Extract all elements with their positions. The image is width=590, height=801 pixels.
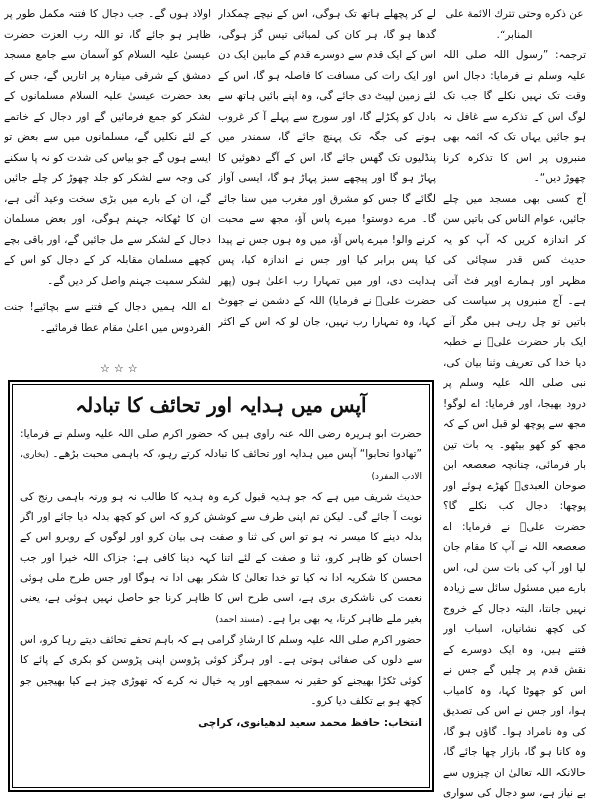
column-right-bottom: [443, 332, 586, 800]
column-right-top: [443, 4, 586, 329]
article-body: [20, 424, 422, 780]
translation-paragraph: ترجمہ: ”رسول اللہ صلی اللہ علیہ وسلم نے فرمایا: دجال اس وقت تک نہیں نکلے گا جب تک لوگ اس کے تذکرے سے غافل نہ ہو جائیں یہاں تک کہ ائمہ بھی منبروں پر اس کا تذکرہ کرنا چھوڑ دیں“۔: [443, 49, 586, 184]
closing-prayer: اے اللہ ہمیں دجال کے فتنے سے بچائیے! جنت الفردوس میں اعلیٰ مقام عطا فرمائیے۔: [4, 301, 211, 334]
article-credit: انتخاب: حافظ محمد سعید لدھیانوی، کراچی: [198, 717, 422, 730]
article-paragraph: [20, 424, 422, 487]
boxed-article: [8, 380, 434, 792]
body-paragraph: آج کسی بھی مسجد میں چلے جائیں، عوام الناس کی باتیں سن کر اندازہ کریں کہ آپ کو یہ حدیث کس قدر سچائی کی مظہر اور ہمارے اوپر فٹ آتی ہے۔ آج منبروں پر سیاست کی باتیں تو چل رہی ہیں مگر آنے: [443, 192, 586, 328]
body-paragraph: ایک بار حضرت علیؓ نے خطبہ دیا خدا کی تعریف وثنا بیان کی، نبی صلی اللہ علیہ وسلم پر درود بھیجا، اور فرمایا: اے لوگو! مجھ سے پوچھ لو قبل اس کے کہ مجھ کو کھو بیٹھو۔ یہ بات تین بار فرمائی، چنانچہ صعصعہ ابن صوحان العبدیؓ کھڑے ہوئے اور پوچھا: دجال کب نکلے گا؟ حضرت علیؓ نے فرمایا: اے صعصعہ اللہ نے آپ کا مقام جان لیا اور آپ کی بات سن لی، اس بارے میں مسئول سائل سے زیادہ نہیں جانتا، البتہ دجال کے خروج کی کچھ نشانیاں، اسباب اور فتنے ہیں، وہ ایک دوسرے کے نقش قدم پر چلیں گے جس نے اس کو جھوٹا کہا، وہ کامیاب ہوا، اور جس نے اس کی تصدیق کی وہ نامراد ہوا۔ گاؤں ہو گا، وہ کانا ہو گا، بازار چھا جائے گا، حالانکہ اللہ تعالیٰ ان چیزوں سے بے نیاز ہے، سو دجال کی سواری: [443, 336, 586, 799]
section-divider-stars: ☆☆☆: [100, 362, 142, 375]
body-paragraph: اولاد ہوں گے۔ جب دجال کا فتنہ مکمل طور پر ظاہر ہو جائے گا، تو اللہ رب العزت حضرت عیسیٰ علیہ السلام کو آسمان سے جامع مسجد دمشق کے شرقی مینارہ پر اتاریں گے، جس کے بعد حضرت عیسیٰ علیہ السلام مسلمانوں کے لشکر کو جمع فرمائیں گے اور دجال کے خاتمے کے لئے نکلیں گے، مسلمانوں میں سے بعض تو ایسے ہوں گے جو بیاس کی شدت کو نہ پا سکنے کی وجہ سے لشکر کو جلد چھوڑ کر چلے جائیں گے، ان کے بارے میں بڑی سخت وعید آئی ہے، ان کا ٹھکانہ جہنم ہوگی، اور بعض مسلمان دجال کے لشکر سے مل جائیں گے، اور باقی بچے کچھے مسلمان مقابلہ کر کے دجال کو اس کے لشکر سمیت جہنم واصل کر دیں گے۔: [4, 8, 211, 287]
article-title: آپس میں ہدایہ اور تحائف کا تبادلہ: [75, 393, 367, 417]
article-paragraph: حضور اکرم صلی اللہ علیہ وسلم کا ارشادِ گرامی ہے کہ باہم تحفے تحائف دیتے رہا کرو، اس سے دلوں کی صفائی ہوتی ہے۔ اور ہرگز کوئی پڑوسن اپنی پڑوسن کو بکری کے پائے کا کوئی ٹکڑا بھیجنے کو حقیر نہ سمجھے اور یہ خیال نہ کرے کہ تھوڑی چیز ہے کیا بھیجیں جو کچھ ہو بے تکلف دیا کرو۔: [20, 633, 422, 707]
hadith-reference: (بخاری، الادب المفرد): [20, 450, 422, 482]
column-middle: [218, 4, 436, 334]
column-left: [4, 4, 211, 334]
article-paragraph: [20, 487, 422, 630]
article-text: حدیث شریف میں ہے کہ جو ہدیہ قبول کرے وہ ہدیہ کا طالب نہ ہو ورنہ باہمی رنج کی نوبت آ جائے گی۔ لیکن تم اپنی طرف سے کوشش کرو کہ اس کو کچھ بدلہ دیا جائے اور اگر بدلہ دینے کا میسر نہ ہو تو اس کی ثنا و صفت ہی بیان کرو اور لوگوں کے روبرو اس کے احسان کو ظاہر کرو، ثنا و صفت کے لئے اتنا کہہ دینا کافی ہے: جزاک اللہ خیرا اور جب محسن کا شکریہ ادا نہ کیا تو خدا تعالیٰ کا شکر بھی ادا نہ ہوگا اور جس طرح ملی ہوئی نعمت کی ناشکری بری ہے، اسی طرح اس کا ظاہر کرنا جو حاصل نہیں ہوئی ہے، یعنی بغیر ملے ظاہر کرنا، یہ بھی برا ہے۔: [20, 490, 422, 625]
body-paragraph: لے کر پچھلے ہاتھ تک ہوگی، اس کے نیچے چمکدار گدھا ہو گا، ہر کان کی لمبائی تیس گز ہوگی، اس کے ایک قدم سے دوسرے قدم کے مابین ایک دن اور ایک رات کی مسافت کا فاصلہ ہو گا، اس کے لئے زمین لپیٹ دی جائے گی، وہ اپنے بائیں ہاتھ سے بادل کو پکڑلے گا، اور سورج سے پہلے آ کر غروب ہونے کی جگہ تک پہنچ جائے گا، سمندر میں پنڈلیوں تک گھس جائے گا، اس کے آگے دھوئیں کا پہاڑ ہو گا اور پیچھے سبز پہاڑ ہو گا، ایسی آواز لگائے گا جس کو مشرق اور مغرب میں سنا جائے گا۔ مرے دوستو! میرے پاس آؤ، مجھ سے محبت کرنے والو! میرے پاس آؤ، میں وہ ہوں جس نے پیدا کیا پس برابر کیا اور جس نے اندازہ کیا، پس ہدایت دی، اور میں تمہارا رب اعلیٰ ہوں (پھر حضرت علیؓ نے فرمایا) اللہ کے دشمن نے جھوٹ کہا، وہ تمہارا رب نہیں، جان لو کہ اس کے اکثر: [218, 8, 436, 328]
hadith-reference: (مسند احمد): [215, 614, 264, 625]
hadith-text: حضرت ابو ہریرہ رضی اللہ عنہ راوی ہیں کہ حضور اکرم صلی اللہ علیہ وسلم نے فرمایا: ”تھادوا تحابوا“ آپس میں ہدایہ اور تحائف کا تبادلہ کرتے رہو، کہ باہمی محبت بڑھے۔: [20, 428, 422, 461]
arabic-hadith-text: عن ذكره وحتى تترك الائمة على المنابر“.: [445, 8, 584, 41]
